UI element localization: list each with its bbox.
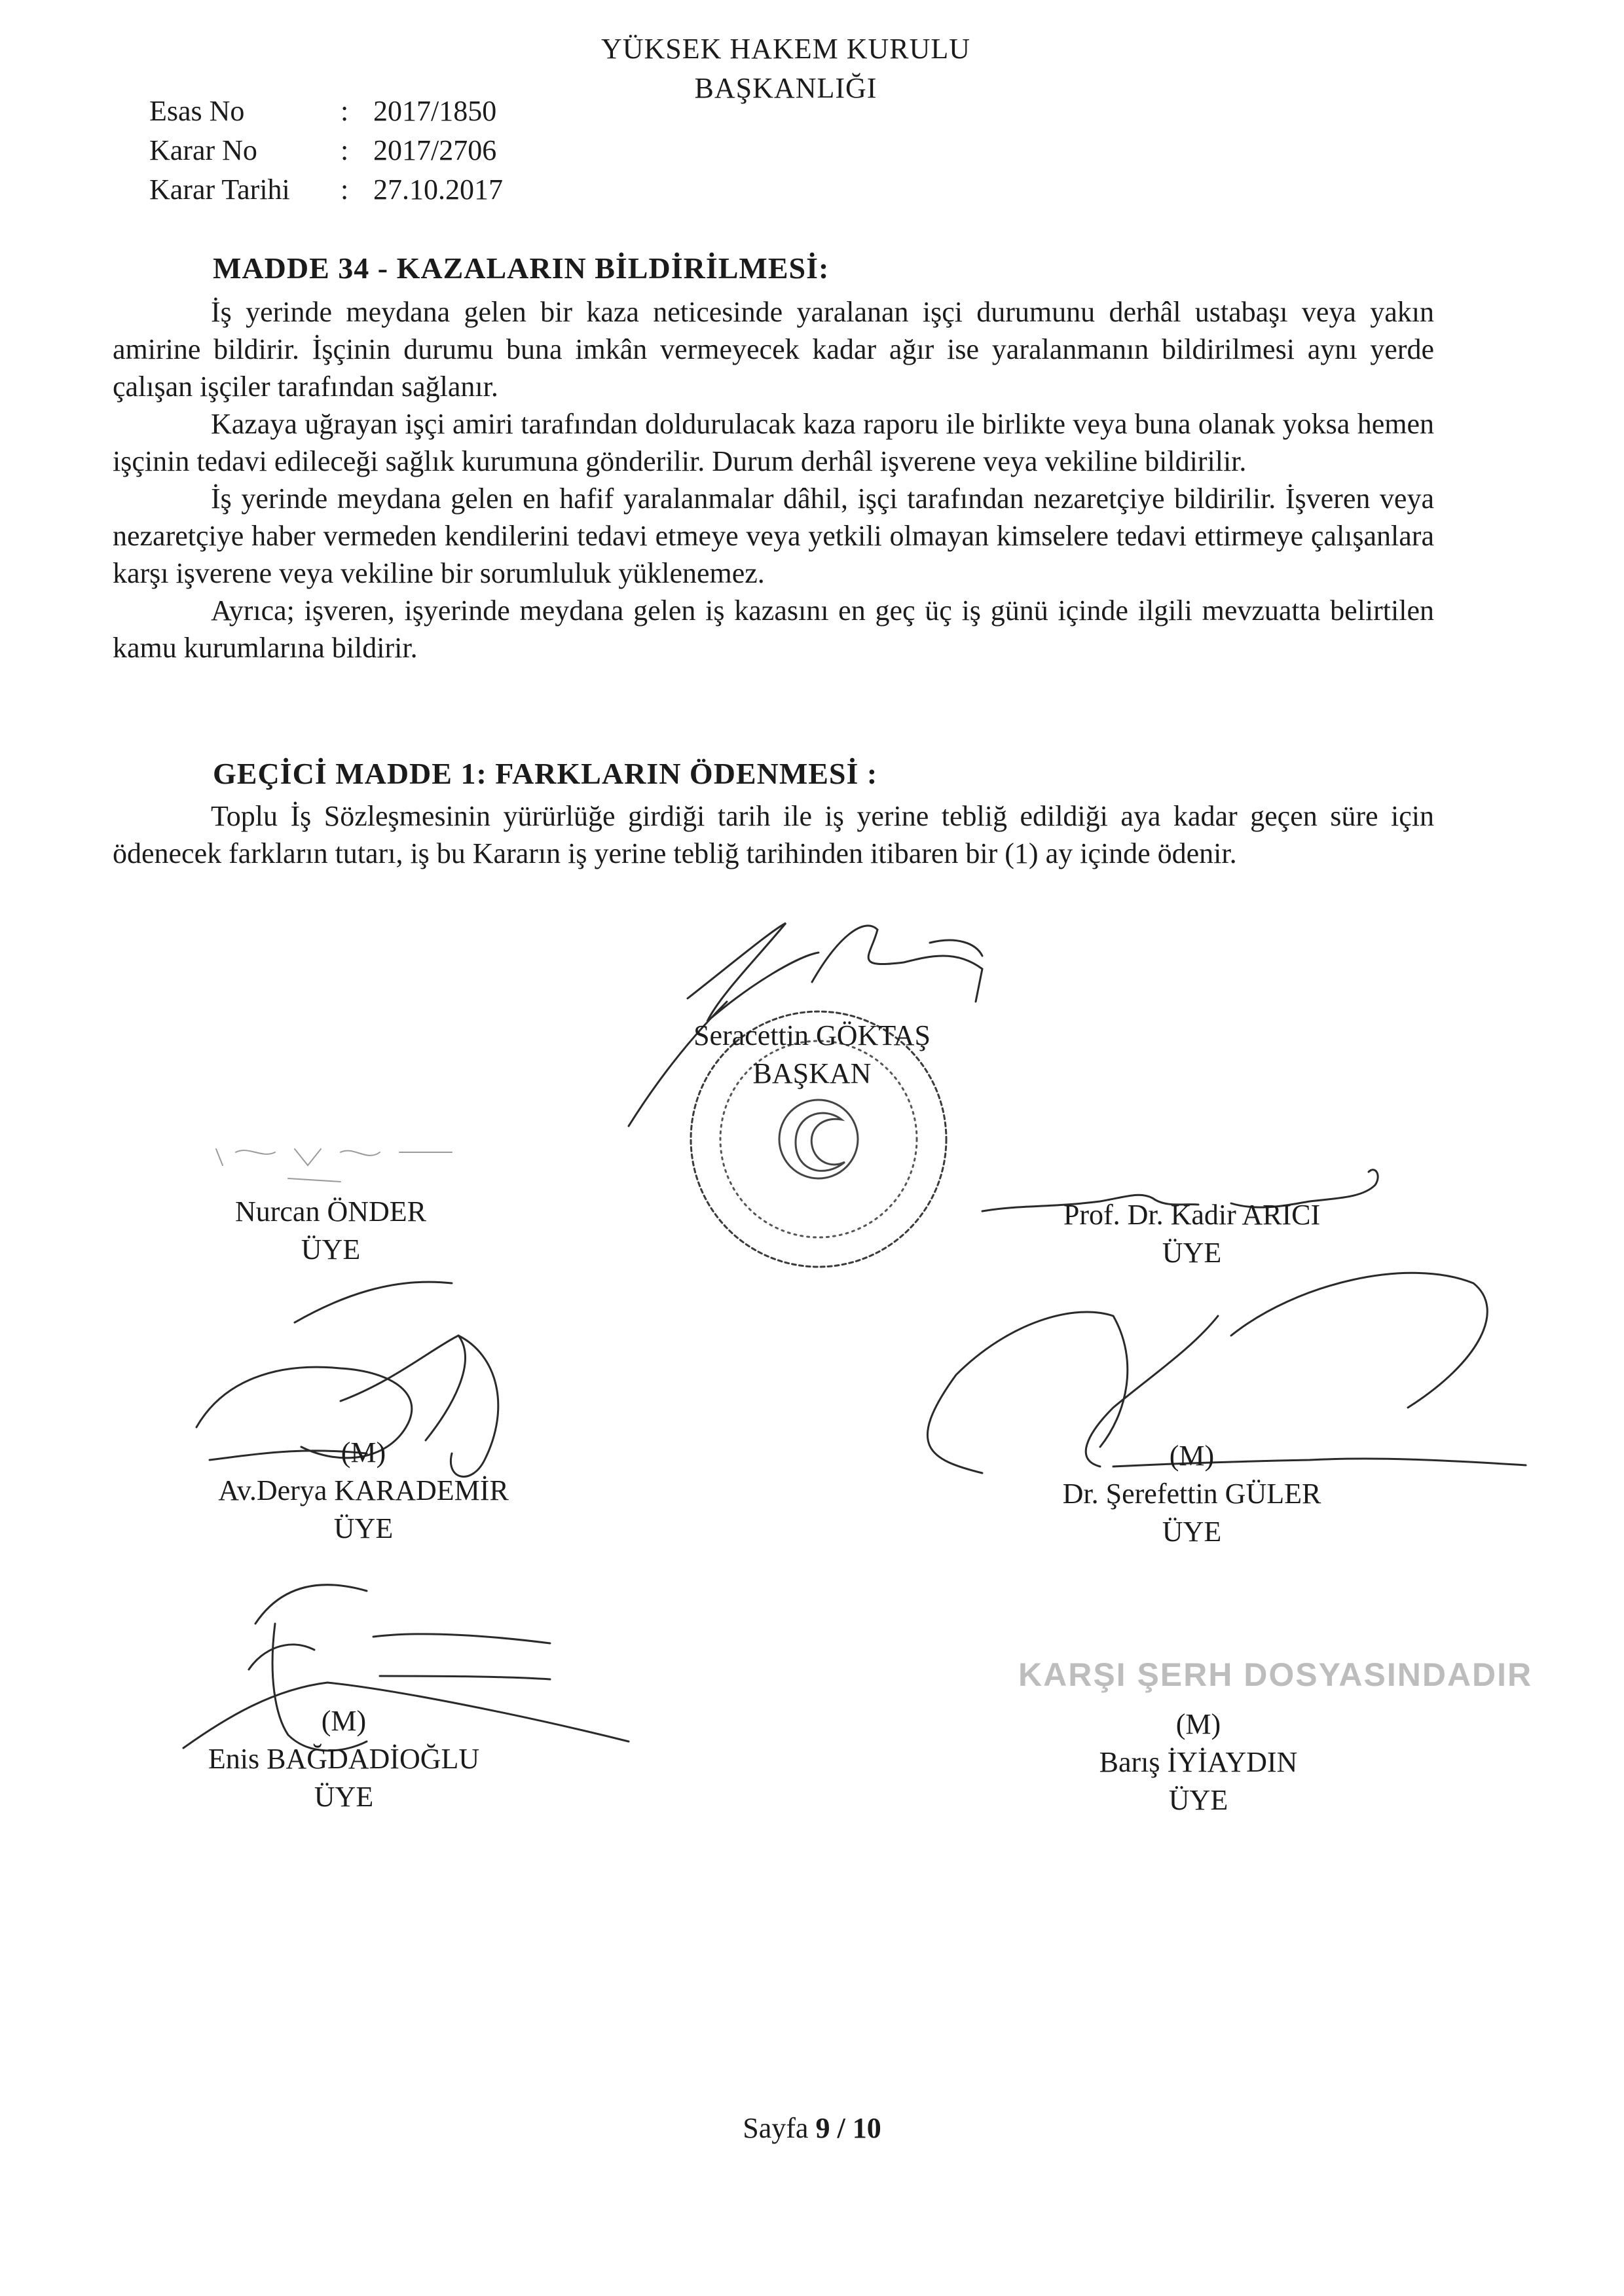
onder-stamp-residue xyxy=(216,1149,452,1182)
member-mark: (M) xyxy=(1169,1440,1215,1472)
member-name: Prof. Dr. Kadir ARICI xyxy=(1063,1199,1321,1231)
member-mark: (M) xyxy=(341,1436,386,1468)
member-onder-block xyxy=(118,1193,544,1269)
issuer-line-2: BAŞKANLIĞI xyxy=(694,72,877,104)
member-name: Av.Derya KARADEMİR xyxy=(218,1474,509,1506)
madde-34-title: MADDE 34 - KAZALARIN BİLDİRİLMESİ: xyxy=(213,251,830,285)
meta-label: Karar No xyxy=(149,134,257,166)
meta-value: 2017/1850 xyxy=(373,95,497,127)
paragraph: Kazaya uğrayan işçi amiri tarafından doldurulacak kaza raporu ile birlikte veya buna olanak yoksa hemen işçinin tedavi edileceği sağlık kurumuna gönderilir. Durum derhâl işverene veya vekiline bildirilir. xyxy=(113,408,1434,477)
president-signature-block xyxy=(648,1017,976,1093)
paragraph: Toplu İş Sözleşmesinin yürürlüğe girdiği tarih ile iş yerine tebliğ edildiği aya kadar geçen süre için ödenecek farkların tutarı, iş bu Kararın iş yerine tebliğ tarihinden itibaren bir (1) ay içinde ödenir. xyxy=(113,800,1434,869)
member-name: Dr. Şerefettin GÜLER xyxy=(1062,1478,1321,1510)
president-role: BAŞKAN xyxy=(752,1057,872,1089)
member-role: ÜYE xyxy=(301,1233,361,1266)
president-name: Seracettin GÖKTAŞ xyxy=(693,1019,931,1051)
member-role: ÜYE xyxy=(314,1781,374,1813)
member-iyiaydin-block xyxy=(969,1705,1428,1819)
page-value: 9 / 10 xyxy=(815,2112,881,2144)
member-role: ÜYE xyxy=(1162,1516,1222,1548)
member-name: Enis BAĞDADİOĞLU xyxy=(208,1743,480,1775)
meta-separator: : xyxy=(341,134,349,166)
page-prefix: Sayfa xyxy=(743,2112,809,2144)
meta-separator: : xyxy=(341,95,349,127)
member-mark: (M) xyxy=(321,1705,367,1737)
member-role: ÜYE xyxy=(1168,1784,1228,1816)
member-role: ÜYE xyxy=(1162,1237,1222,1269)
member-guler-block xyxy=(963,1437,1421,1551)
meta-value: 2017/2706 xyxy=(373,134,497,166)
paragraph: Ayrıca; işveren, işyerinde meydana gelen iş kazasını en geç üç iş günü içinde ilgili mevzuatta belirtilen kamu kurumlarına bildirir. xyxy=(113,594,1434,664)
meta-value: 27.10.2017 xyxy=(373,173,503,206)
meta-separator: : xyxy=(341,173,349,206)
issuer-line-1: YÜKSEK HAKEM KURULU xyxy=(600,33,971,65)
member-karademir-block xyxy=(151,1434,576,1548)
iyiaydin-stamp: KARŞI ŞERH DOSYASINDADIR xyxy=(1018,1656,1533,1693)
member-name: Barış İYİAYDIN xyxy=(1099,1746,1298,1778)
gecici-madde-title: GEÇİCİ MADDE 1: FARKLARIN ÖDENMESİ : xyxy=(213,757,878,790)
member-bagdadioglu-block xyxy=(131,1702,557,1816)
paragraph: İş yerinde meydana gelen en hafif yaralanmalar dâhil, işçi tarafından nezaretçiye bildirilir. İşveren veya nezaretçiye haber vermeden kendilerini tedavi etmeye veya yetkili olmayan kimselere tedavi ettirmeye çalışanlara karşı işverene veya vekiline bir sorumluluk yüklenemez. xyxy=(113,483,1434,589)
member-arici-block xyxy=(963,1196,1421,1272)
member-name: Nurcan ÖNDER xyxy=(234,1195,427,1228)
member-role: ÜYE xyxy=(333,1512,394,1544)
member-mark: (M) xyxy=(1175,1708,1221,1740)
meta-label: Esas No xyxy=(149,95,245,127)
meta-label: Karar Tarihi xyxy=(149,173,290,206)
paragraph: İş yerinde meydana gelen bir kaza neticesinde yaralanan işçi durumunu derhâl ustabaşı veya yakın amirine bildirir. İşçinin durumu buna imkân vermeyecek kadar ağır ise yaralanmanın bildirilmesi aynı yerde çalışan işçiler tarafından sağlanır. xyxy=(113,296,1434,403)
page-number xyxy=(714,2111,910,2145)
